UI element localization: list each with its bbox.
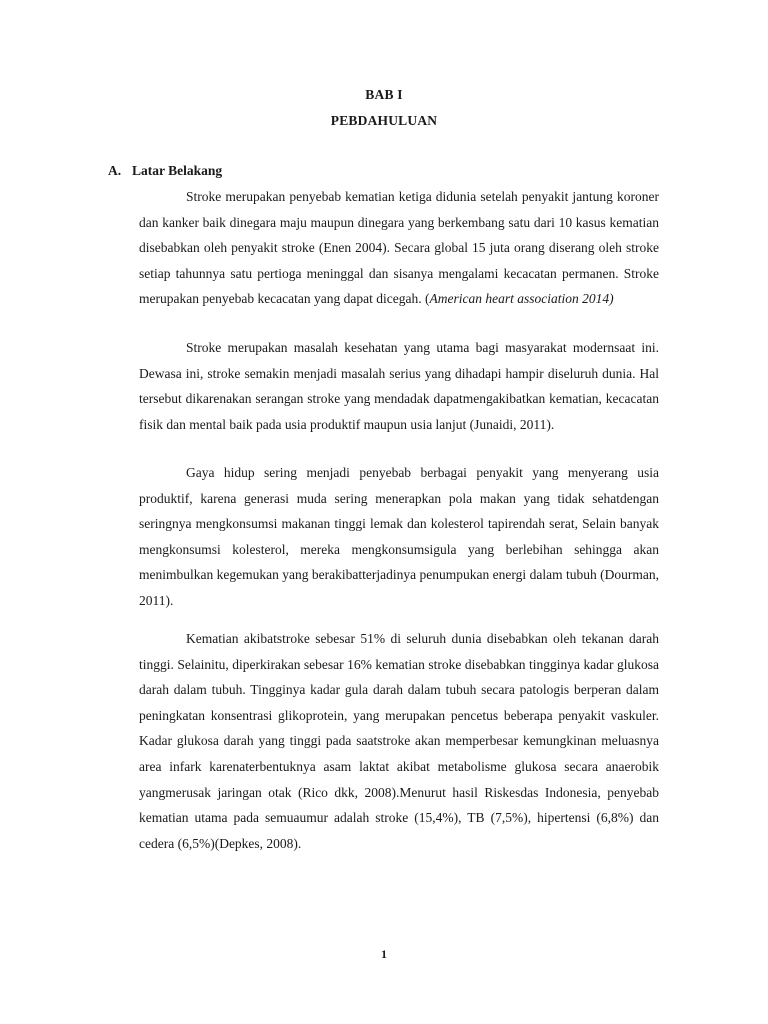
paragraph-text [139,184,659,312]
section-heading [108,163,222,179]
page-number: 1 [381,947,387,961]
paragraph-4 [139,626,659,856]
paragraph-2-text: Stroke merupakan masalah kesehatan yang utama bagi masyarakat modernsaat ini. Dewasa ini, stroke semakin menjadi masalah serius yang dihadapi hampir diseluruh dunia. Hal tersebut dikarenakan serangan stroke yang mendadak dapatmengakibatkan kematian, kecacatan fisik dan mental baik pada usia produktif maupun usia lanjut (Junaidi, 2011). [139,340,659,432]
chapter-title: PEBDAHULUAN [330,113,438,128]
chapter-number: BAB I [365,87,403,102]
paragraph-1 [139,184,659,312]
section-letter: A. [108,163,122,178]
paragraph-1-text: Stroke merupakan penyebab kematian ketiga didunia setelah penyakit jantung koroner dan kanker baik dinegara maju maupun dinegara yang berkembang satu dari 10 kasus kematian disebabkan oleh penyakit stroke (Enen 2004). Secara global 15 juta orang diserang oleh stroke setiap tahunnya satu pertioga meninggal dan sisanya mengalami kecacatan permanen. Stroke merupakan penyebab kecacatan yang dapat dicegah. ( [139,189,659,307]
paragraph-2 [139,335,659,437]
paragraph-3 [139,460,659,614]
section-title: Latar Belakang [132,163,223,178]
paragraph-4-text: Kematian akibatstroke sebesar 51% di seluruh dunia disebabkan oleh tekanan darah tinggi. Selainitu, diperkirakan sebesar 16% kematian stroke disebabkan tingginya kadar glukosa darah dalam tubuh. Tingginya kadar gula darah dalam tubuh secara patologis berperan dalam peningkatan konsentrasi glikoprotein, yang merupakan pencetus beberapa penyakit vaskuler. Kadar glukosa darah yang tinggi pada saatstroke akan memperbesar kemungkinan meluasnya area infark karenaterbentuknya asam laktat akibat metabolisme glukosa secara anaerobik yangmerusak jaringan otak (Rico dkk, 2008).Menurut hasil Riskesdas Indonesia, penyebab kematian utama pada semuaumur adalah stroke (15,4%), TB (7,5%), hipertensi (6,8%) dan cedera (6,5%)(Depkes, 2008). [139,631,659,851]
paragraph-3-text: Gaya hidup sering menjadi penyebab berbagai penyakit yang menyerang usia produktif, karena generasi muda sering menerapkan pola makan yang tidak sehatdengan seringnya mengkonsumsi makanan tinggi lemak dan kolesterol tapirendah serat, Selain banyak mengkonsumsi kolesterol, mereka mengkonsumsigula yang berlebihan sehingga akan menimbulkan kegemukan yang berakibatterjadinya penumpukan energi dalam tubuh (Dourman, 2011). [139,465,659,608]
paragraph-1-citation: American heart association 2014) [429,291,614,307]
